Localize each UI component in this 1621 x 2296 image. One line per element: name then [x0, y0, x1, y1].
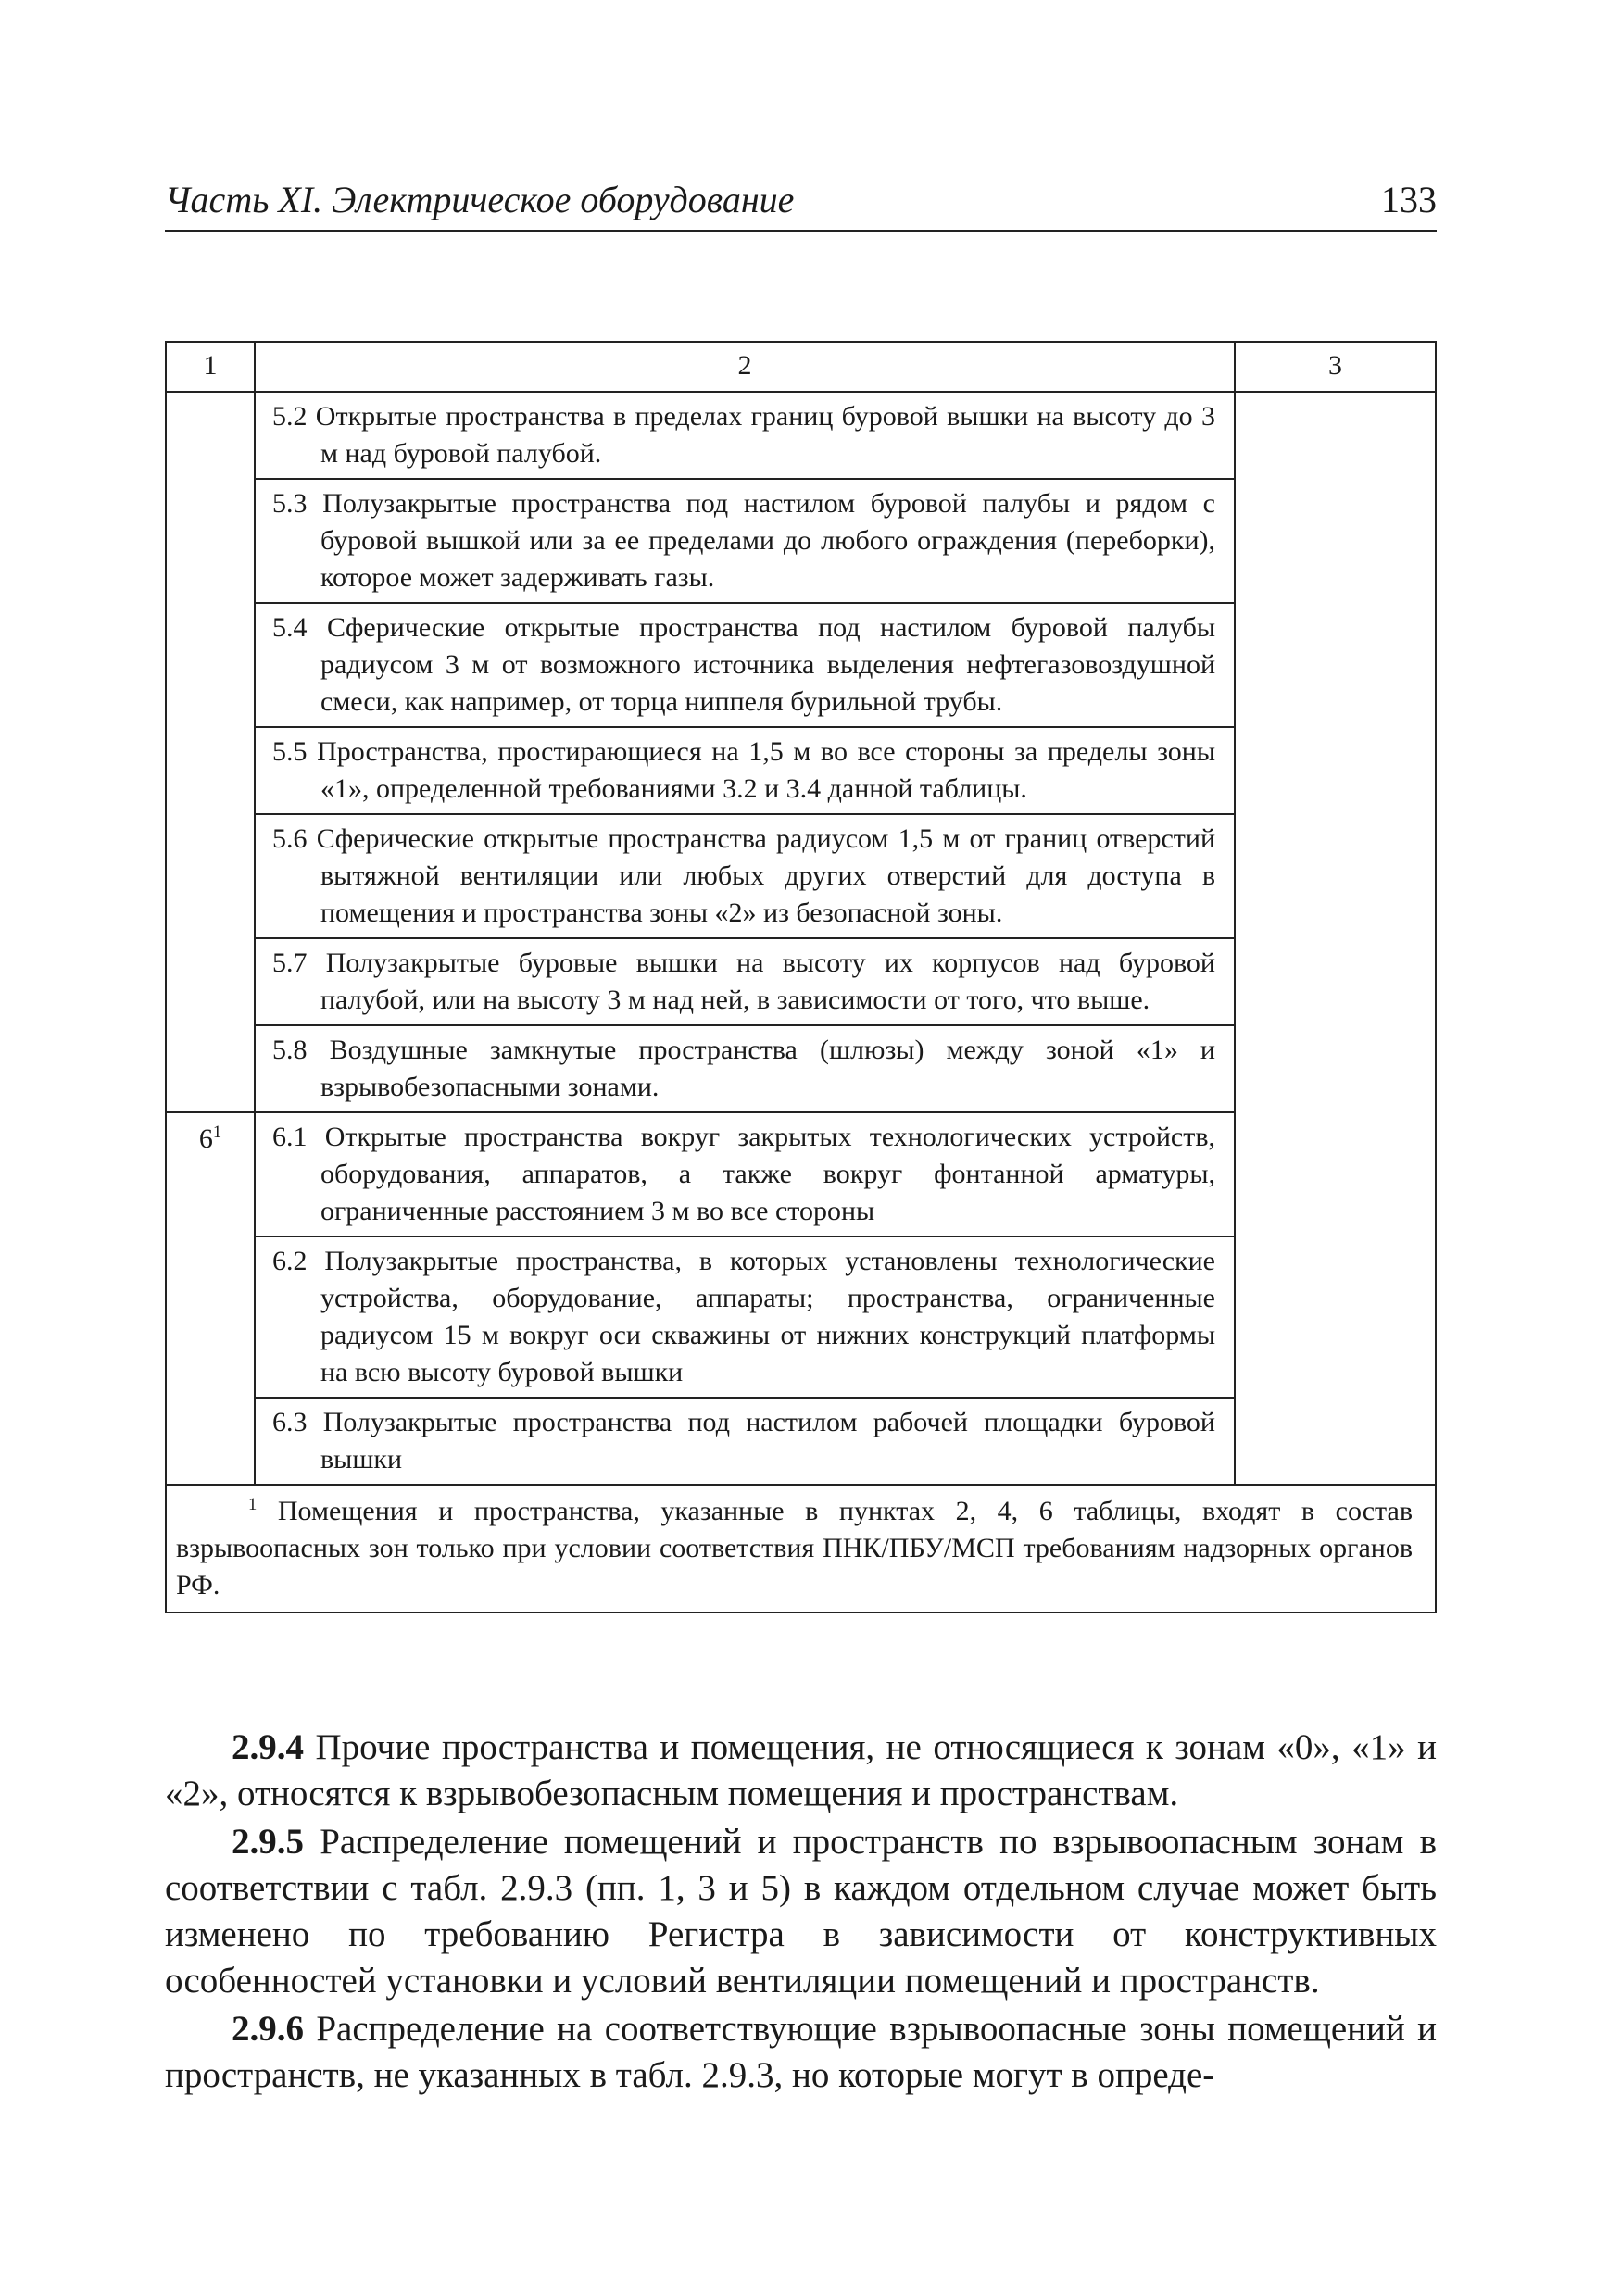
paragraph-number: 2.9.6 — [232, 2009, 304, 2049]
table-cell-item-6-2 — [255, 1236, 1235, 1398]
body-text — [165, 1725, 1437, 2101]
item-text: 5.2 Открытые пространства в пределах границ буровой вышки на высоту до 3 м над буровой палубой. — [272, 401, 1215, 469]
footnote-text: Помещения и пространства, указанные в пунктах 2, 4, 6 таблицы, входят в состав взрывоопасных зон только при условии соответствия ПНК/ПБУ/МСП требованиям надзорных органов РФ. — [176, 1496, 1413, 1600]
column-header-1: 1 — [166, 342, 255, 392]
table-cell-item-6-3 — [255, 1398, 1235, 1485]
table-cell-item-5-2 — [255, 392, 1235, 479]
column-header-3: 3 — [1235, 342, 1436, 392]
zone-cell-6 — [166, 1112, 255, 1485]
column-header-2: 2 — [255, 342, 1235, 392]
table-cell-item-6-1 — [255, 1112, 1235, 1236]
page-number: 133 — [1381, 179, 1437, 220]
item-text: 6.3 Полузакрытые пространства под настилом рабочей площадки буровой вышки — [272, 1407, 1215, 1474]
paragraph-number: 2.9.5 — [232, 1822, 304, 1862]
table-footnote — [166, 1485, 1436, 1612]
table-cell-item-5-4 — [255, 603, 1235, 727]
paragraph-2-9-5 — [165, 1819, 1437, 2004]
table-cell-item-5-8 — [255, 1025, 1235, 1112]
table-cell-item-5-7 — [255, 938, 1235, 1025]
footnote-row — [166, 1485, 1436, 1612]
paragraph-text: Распределение на соответствующие взрывоопасные зоны помещений и пространств, не указанных в табл. 2.9.3, но которые могут в опреде- — [165, 2009, 1438, 2095]
item-text: 6.1 Открытые пространства вокруг закрытых технологических устройств, оборудования, аппаратов, а также вокруг фонтанной арматуры, ограниченные расстоянием 3 м во все стороны — [272, 1122, 1215, 1226]
item-text: 6.2 Полузакрытые пространства, в которых установлены технологические устройства, оборудование, аппараты; пространства, ограниченные радиусом 15 м вокруг оси скважины от нижних конструкций платформы на всю высоту буровой вышки — [272, 1246, 1215, 1387]
table-cell-item-5-5 — [255, 727, 1235, 814]
hazard-zones-table — [165, 341, 1437, 1613]
paragraph-2-9-6 — [165, 2006, 1437, 2099]
paragraph-text: Прочие пространства и помещения, не относящиеся к зонам «0», «1» и «2», относятся к взрывобезопасным помещения и пространствам. — [165, 1727, 1438, 1813]
item-text: 5.3 Полузакрытые пространства под настилом буровой палубы и рядом с буровой вышкой или за ее пределами до любого ограждения (переборки), которое может задерживать газы. — [272, 488, 1215, 593]
footnote-mark: 1 — [212, 1122, 222, 1142]
table-header-row — [166, 342, 1436, 392]
paragraph-text: Распределение помещений и пространств по взрывоопасным зонам в соответствии с табл. 2.9.3 (пп. 1, 3 и 5) в каждом отдельном случае может быть изменено по требованию Регистра в зависимости от конструктивных особенностей установки и условий вентиляции помещений и пространств. — [165, 1822, 1437, 2001]
item-text: 5.6 Сферические открытые пространства радиусом 1,5 м от границ отверстий вытяжной вентиляции или любых других отверстий для доступа в помещения и пространства зоны «2» из безопасной зоны. — [272, 823, 1215, 928]
item-text: 5.5 Пространства, простирающиеся на 1,5 м во все стороны за пределы зоны «1», определенной требованиями 3.2 и 3.4 данной таблицы. — [272, 736, 1215, 804]
item-text: 5.4 Сферические открытые пространства под настилом буровой палубы радиусом 3 м от возможного источника выделения нефтегазовоздушной смеси, как например, от торца ниппеля бурильной трубы. — [272, 612, 1215, 717]
paragraph-2-9-4 — [165, 1725, 1437, 1817]
column-3-cell — [1235, 392, 1436, 1485]
item-text: 5.7 Полузакрытые буровые вышки на высоту их корпусов над буровой палубой, или на высоту 3 м над ней, в зависимости от того, что выше. — [272, 947, 1215, 1015]
table-row — [166, 392, 1436, 479]
table-cell-item-5-6 — [255, 814, 1235, 938]
zone-cell-empty — [166, 392, 255, 1112]
item-text: 5.8 Воздушные замкнутые пространства (шлюзы) между зоной «1» и взрывобезопасными зонами. — [272, 1035, 1215, 1102]
footnote-paragraph — [176, 1493, 1413, 1604]
running-header-title: Часть XI. Электрическое оборудование — [165, 179, 795, 220]
table-cell-item-5-3 — [255, 479, 1235, 603]
paragraph-number: 2.9.4 — [232, 1727, 304, 1767]
running-header — [165, 174, 1437, 232]
footnote-mark: 1 — [248, 1494, 258, 1514]
zone-number: 6 — [198, 1123, 213, 1154]
